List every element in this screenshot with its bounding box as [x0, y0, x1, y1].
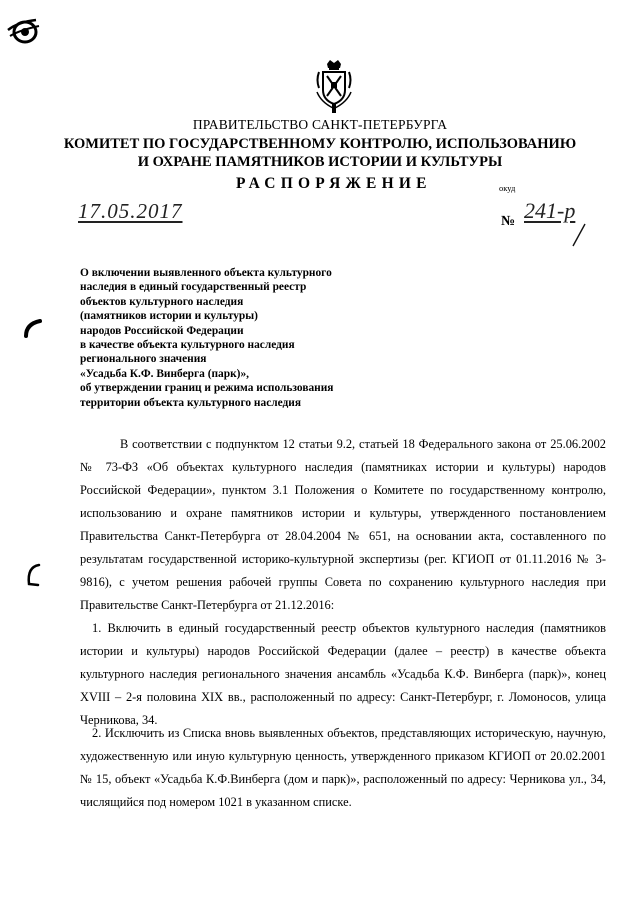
order-item-2: 2. Исключить из Списка вновь выявленных объектов, представляющих историческую, научную, художественную или иную культурную ценность, утвержденного приказом КГИОП от 20.02.2001 № 15, объект «Усадьба К.Ф.Винберга (дом и парк)», расположенный по адресу: Черникова ул., 34, числящийся под номером 1021 в указанном списке.: [80, 726, 606, 809]
document-type-title: РАСПОРЯЖЕНИЕ: [236, 175, 432, 192]
binder-hole-mark-icon: [22, 318, 44, 338]
committee-line-2: И ОХРАНЕ ПАМЯТНИКОВ ИСТОРИИ И КУЛЬТУРЫ: [137, 153, 503, 170]
government-name: ПРАВИТЕЛЬСТВО САНКТ-ПЕТЕРБУРГА: [192, 117, 448, 132]
subject-line: «Усадьба К.Ф. Винберга (парк)»,: [80, 367, 249, 380]
handwritten-number: 241-р: [524, 198, 576, 223]
number-label: №: [501, 214, 516, 229]
preamble-paragraph: В соответствии с подпунктом 12 статьи 9.2, статьей 18 Федерального закона от 25.06.2002 № 73-ФЗ «Об объектах культурного наследия (памятниках истории и культуры) народов Российской Федерации», пунктом 3.1 Положения о Комитете по государственному контролю, использованию и охране памятников истории и культуры, утвержденного постановлением Правительства Санкт-Петербурга от 28.04.2004 № 651, на основании акта, составленного по результатам государственной историко-культурной экспертизы (рег. КГИОП от 01.11.2016 № 3-9816), с учетом решения рабочей группы Совета по сохранению культурного наследия при Правительстве Санкт-Петербурга от 21.12.2016:: [80, 437, 606, 612]
subject-line: в качестве объекта культурного наследия: [80, 339, 295, 352]
handwritten-date: 17.05.2017: [78, 199, 183, 223]
document-subject: [80, 266, 333, 410]
binder-hole-mark-icon: [24, 562, 44, 588]
coat-of-arms-icon: [313, 58, 355, 114]
subject-line: народов Российской Федерации: [80, 324, 244, 337]
order-item-1: 1. Включить в единый государственный реестр объектов культурного наследия (памятников истории и культуры) народов Российской Федерации (далее – реестр) в качестве объекта культурного наследия регионального значения ансамбль «Усадьба К.Ф. Винберга (парк)», конец XVIII – 2-я половина XIX вв., расположенный по адресу: Санкт-Петербург, г. Ломоносов, улица Черникова, 34.: [80, 621, 606, 727]
corner-logo-icon: [6, 16, 40, 46]
committee-line-1: КОМИТЕТ ПО ГОСУДАРСТВЕННОМУ КОНТРОЛЮ, ИСПОЛЬЗОВАНИЮ: [63, 136, 577, 152]
subject-line: территории объекта культурного наследия: [80, 396, 302, 409]
okud-label: окуд: [499, 183, 516, 193]
signature-stroke-icon: [563, 222, 587, 248]
subject-line: объектов культурного наследия: [80, 295, 244, 308]
subject-line: (памятников истории и культуры): [80, 310, 258, 323]
subject-line: наследия в единый государственный реестр: [80, 281, 307, 294]
subject-line: об утверждении границ и режима использования: [80, 382, 334, 395]
subject-line: О включении выявленного объекта культурного: [80, 267, 332, 279]
subject-line: регионального значения: [80, 353, 207, 366]
committee-name: [0, 136, 640, 171]
